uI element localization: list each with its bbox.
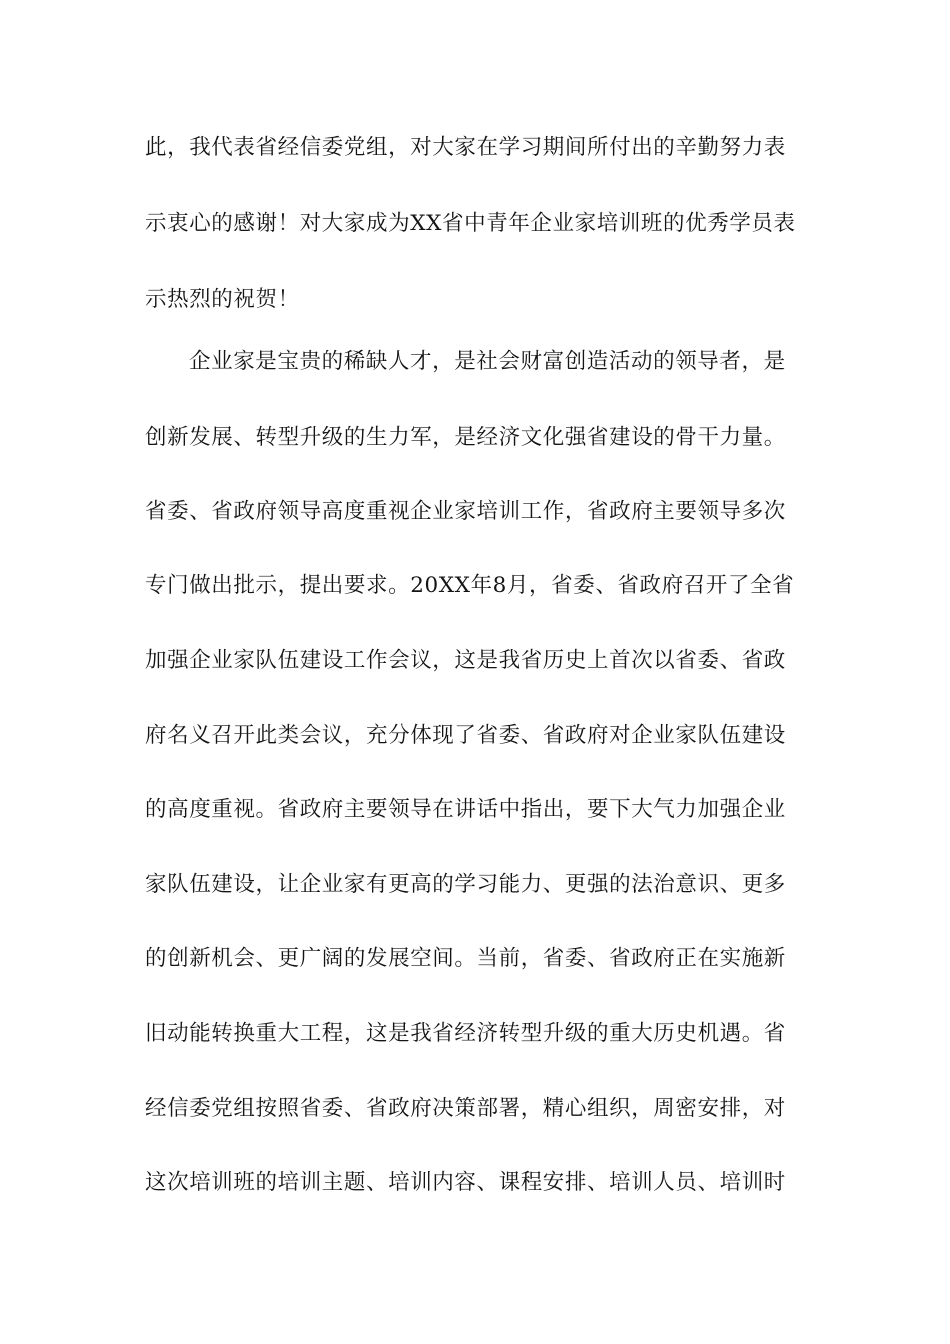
text-line: 此，我代表省经信委党组，对大家在学习期间所付出的辛勤努力表	[145, 135, 786, 160]
text-line: 省委、省政府领导高度重视企业家培训工作，省政府主要领导多次	[145, 499, 786, 524]
text-line: 示衷心的感谢！对大家成为XX省中青年企业家培训班的优秀学员表	[145, 211, 796, 236]
text-line: 示热烈的祝贺！	[145, 287, 300, 312]
text-line: 家队伍建设，让企业家有更高的学习能力、更强的法治意识、更多	[145, 872, 786, 897]
text-line: 的创新机会、更广阔的发展空间。当前，省委、省政府正在实施新	[145, 946, 786, 971]
text-line: 创新发展、转型升级的生力军，是经济文化强省建设的骨干力量。	[145, 425, 786, 450]
text-line: 的高度重视。省政府主要领导在讲话中指出，要下大气力加强企业	[145, 797, 786, 822]
text-line: 专门做出批示，提出要求。20XX年8月，省委、省政府召开了全省	[145, 573, 795, 598]
text-line: 旧动能转换重大工程，这是我省经济转型升级的重大历史机遇。省	[145, 1021, 786, 1046]
text-line: 这次培训班的培训主题、培训内容、课程安排、培训人员、培训时	[145, 1170, 786, 1195]
text-line: 经信委党组按照省委、省政府决策部署，精心组织，周密安排，对	[145, 1096, 786, 1121]
text-line: 加强企业家队伍建设工作会议，这是我省历史上首次以省委、省政	[145, 648, 786, 673]
text-line: 府名义召开此类会议，充分体现了省委、省政府对企业家队伍建设	[145, 723, 786, 748]
paragraph-first-line: 企业家是宝贵的稀缺人才，是社会财富创造活动的领导者，是	[189, 349, 786, 374]
